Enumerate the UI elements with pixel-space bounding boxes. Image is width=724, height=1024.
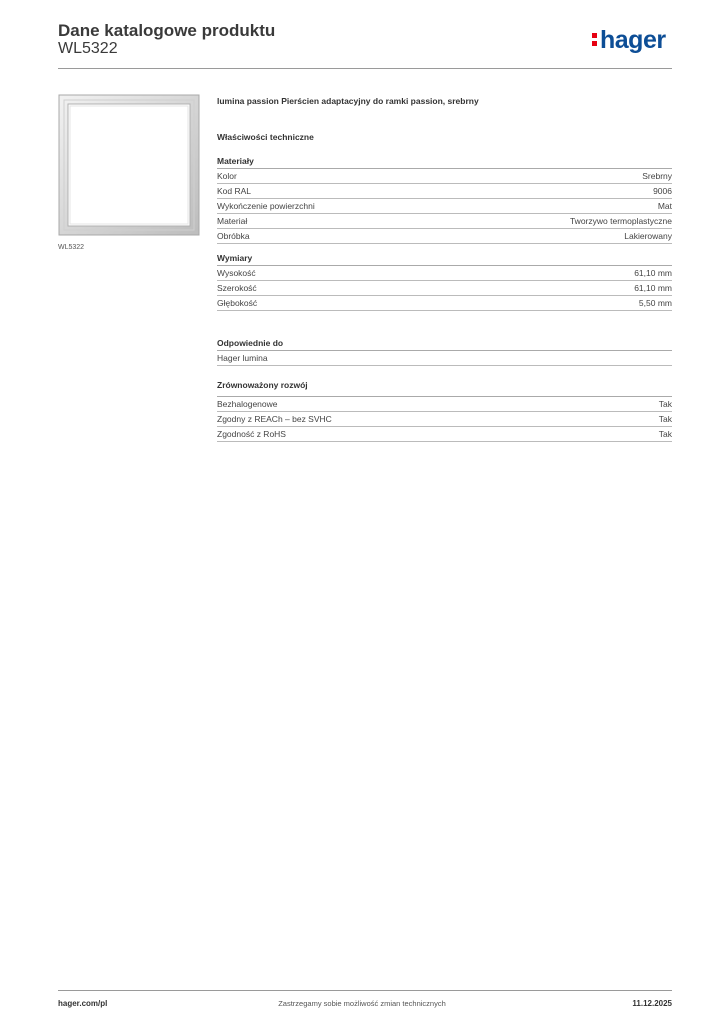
- row-label: Głębokość: [217, 298, 258, 308]
- product-details: [217, 96, 672, 442]
- suitable-for-heading: Odpowiednie do: [217, 338, 672, 351]
- row-value: 61,10 mm: [634, 268, 672, 278]
- dimensions-table: [217, 266, 672, 311]
- table-row: [217, 427, 672, 442]
- row-value: 9006: [653, 186, 672, 196]
- hager-logo: [592, 28, 666, 53]
- materials-table: [217, 169, 672, 244]
- page-title: Dane katalogowe produktu: [58, 21, 276, 40]
- table-row: [217, 266, 672, 281]
- row-label: Materiał: [217, 216, 248, 226]
- row-value: Tworzywo termoplastyczne: [569, 216, 672, 226]
- sustainability-table: [217, 396, 672, 442]
- table-row: [217, 397, 672, 412]
- table-row: [217, 184, 672, 199]
- row-label: Szerokość: [217, 283, 257, 293]
- row-label: Kolor: [217, 171, 237, 181]
- footer-divider: [58, 990, 672, 991]
- table-row: [217, 281, 672, 296]
- row-value: Srebrny: [642, 171, 672, 181]
- row-label: Zgodność z RoHS: [217, 429, 286, 439]
- table-row: [217, 412, 672, 427]
- image-caption: WL5322: [58, 244, 85, 251]
- logo-dots-icon: [592, 31, 598, 47]
- suitable-for-table: [217, 351, 672, 366]
- product-description: lumina passion Pierścien adaptacyjny do ramki passion, srebrny: [217, 96, 479, 106]
- row-value: 61,10 mm: [634, 283, 672, 293]
- row-value: Lakierowany: [624, 231, 672, 241]
- row-value: Tak: [658, 399, 672, 409]
- row-label: Obróbka: [217, 231, 250, 241]
- row-value: Tak: [658, 429, 672, 439]
- row-label: Wysokość: [217, 268, 256, 278]
- table-row: [217, 296, 672, 311]
- row-label: Bezhalogenowe: [217, 399, 278, 409]
- product-code: WL5322: [58, 40, 118, 57]
- table-row: [217, 169, 672, 184]
- table-row: [217, 351, 672, 366]
- row-value: 5,50 mm: [638, 298, 672, 308]
- row-label: Hager lumina: [217, 353, 268, 363]
- row-label: Zgodny z REACh – bez SVHC: [217, 414, 332, 424]
- row-value: Mat: [657, 201, 672, 211]
- footer-date: 11.12.2025: [632, 999, 672, 1008]
- footer-website-link[interactable]: hager.com/pl: [58, 999, 108, 1008]
- table-row: [217, 199, 672, 214]
- sustainability-heading: Zrównoważony rozwój: [217, 380, 308, 390]
- footer-disclaimer: Zastrzegamy sobie możliwość zmian technicznych: [278, 999, 446, 1008]
- dimensions-heading: Wymiary: [217, 253, 672, 266]
- header-divider: [58, 68, 672, 69]
- technical-properties-heading: Właściwości techniczne: [217, 132, 314, 142]
- table-row: [217, 214, 672, 229]
- materials-heading: Materiały: [217, 156, 672, 169]
- row-value: Tak: [658, 414, 672, 424]
- logo-text: hager: [600, 26, 666, 54]
- table-row: [217, 229, 672, 244]
- product-image: [58, 94, 200, 236]
- row-label: Kod RAL: [217, 186, 252, 196]
- row-label: Wykończenie powierzchni: [217, 201, 315, 211]
